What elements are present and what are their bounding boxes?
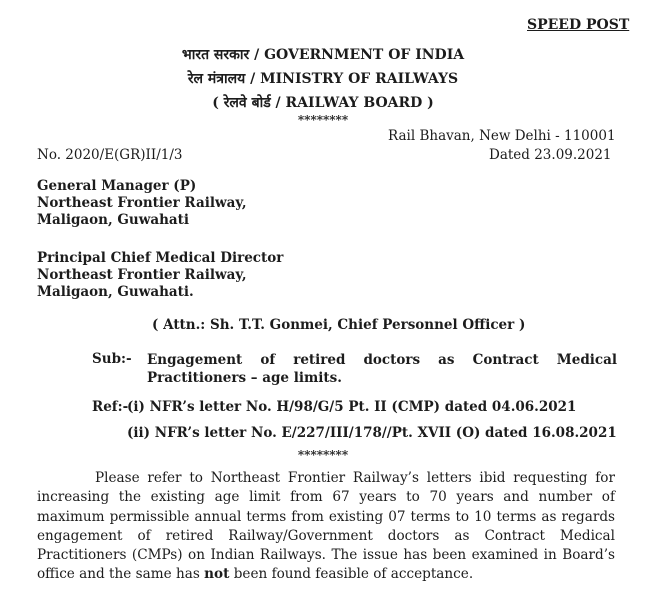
reference-separator: ******** <box>297 448 349 462</box>
attention-line: ( Attn.: Sh. T.T. Gonmei, Chief Personnel Officer ) <box>152 317 526 333</box>
recipient2-line2: Northeast Frontier Railway, <box>37 267 247 283</box>
reference-2: (ii) NFR’s letter No. E/227/III/178//Pt. XVII (O) dated 16.08.2021 <box>127 425 617 441</box>
recipient1-line3: Maligaon, Guwahati <box>37 212 189 228</box>
recipient2-line3: Maligaon, Guwahati. <box>37 284 194 300</box>
recipient1-line1: General Manager (P) <box>37 178 197 194</box>
header-board: ( रेलवे बोर्ड / RAILWAY BOARD ) <box>212 95 434 111</box>
letter-date: Dated 23.09.2021 <box>489 147 612 163</box>
body-emphasis: not <box>204 566 230 583</box>
header-separator: ******** <box>297 113 349 127</box>
header-ministry: रेल मंत्रालय / MINISTRY OF RAILWAYS <box>187 71 459 87</box>
reference-label: Ref:- <box>92 399 129 415</box>
recipient1-line2: Northeast Frontier Railway, <box>37 195 247 211</box>
subject-text: Engagement of retired doctors as Contract Medical Practitioners – age limits. <box>147 352 617 386</box>
subject-label: Sub:- <box>92 351 132 367</box>
body-text-2: been found feasible of acceptance. <box>229 566 474 583</box>
letter-number: No. 2020/E(GR)II/1/3 <box>37 147 183 163</box>
office-address: Rail Bhavan, New Delhi - 110001 <box>388 128 616 144</box>
reference-1: (i) NFR’s letter No. H/98/G/5 Pt. II (CMP) dated 04.06.2021 <box>127 399 577 415</box>
speed-post-label: SPEED POST <box>527 17 630 33</box>
body-paragraph <box>37 469 615 585</box>
header-government: भारत सरकार / GOVERNMENT OF INDIA <box>181 47 465 63</box>
body-text-1: Please refer to Northeast Frontier Railway’s letters ibid requesting for increasing the existing age limit from 67 years to 70 years and number of maximum permissible annual terms from existing 07 terms to 10 terms as regards engagement of retired Railway/Government doctors as Contract Medical Practitioners (CMPs) on Indian Railways. The issue has been examined in Board’s office and the same has <box>37 470 615 583</box>
recipient2-line1: Principal Chief Medical Director <box>37 250 284 266</box>
